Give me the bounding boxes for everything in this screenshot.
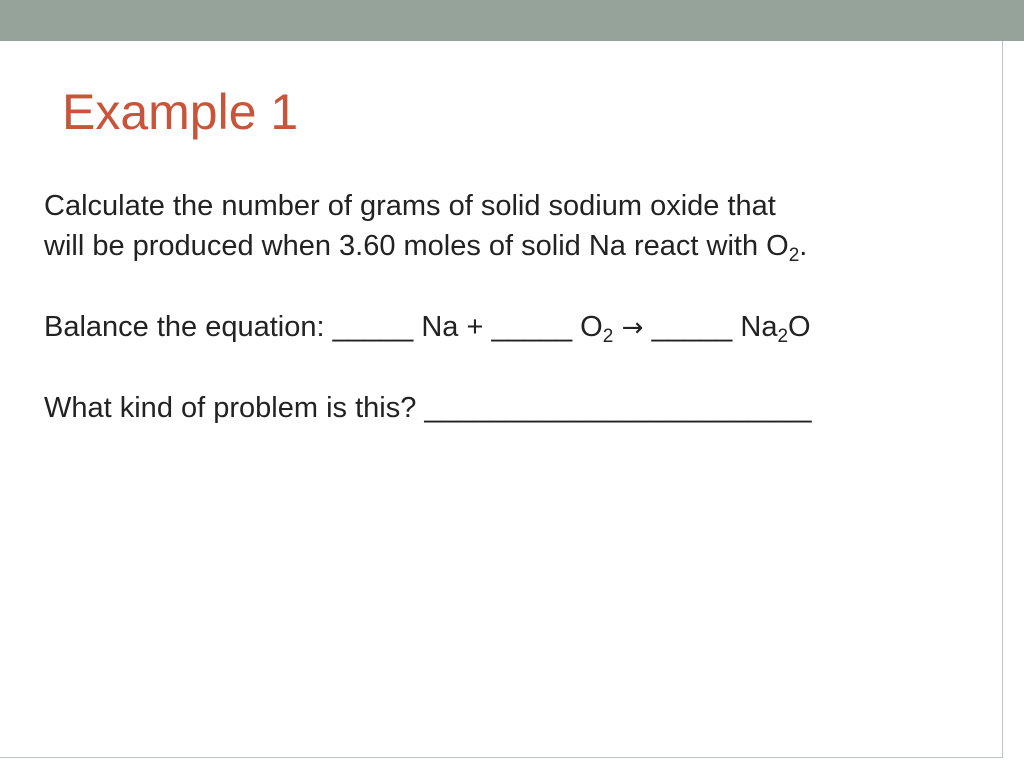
answer-blank: ________________________ — [424, 392, 812, 424]
balance-label: Balance the equation: — [44, 311, 333, 343]
question-label: What kind of problem is this? — [44, 392, 425, 424]
product-o: O — [788, 311, 811, 343]
reactant-o: O — [572, 311, 603, 343]
blank-coefficient-o2: _____ — [491, 311, 573, 343]
problem-line-2-end: . — [799, 230, 808, 262]
problem-statement — [44, 186, 974, 266]
na2-subscript: 2 — [777, 326, 789, 347]
slide-title: Example 1 — [62, 84, 299, 140]
reaction-arrow-icon: → — [613, 313, 652, 343]
balance-equation-prompt — [44, 307, 974, 348]
problem-line-1: Calculate the number of grams of solid sodium oxide that — [44, 190, 776, 222]
frame-bottom-border — [0, 757, 1003, 758]
frame-right-border — [1002, 41, 1003, 757]
product-na: Na — [732, 311, 778, 343]
problem-line-2: will be produced when 3.60 moles of solid Na react with O — [44, 230, 789, 262]
reactant-na: Na + — [413, 311, 492, 343]
blank-coefficient-na: _____ — [332, 311, 414, 343]
top-accent-bar — [0, 0, 1024, 41]
problem-type-question — [44, 388, 974, 428]
slide-body — [44, 186, 974, 428]
oxygen-subscript: 2 — [788, 245, 800, 266]
o2-subscript: 2 — [602, 326, 614, 347]
blank-coefficient-na2o: _____ — [651, 311, 733, 343]
